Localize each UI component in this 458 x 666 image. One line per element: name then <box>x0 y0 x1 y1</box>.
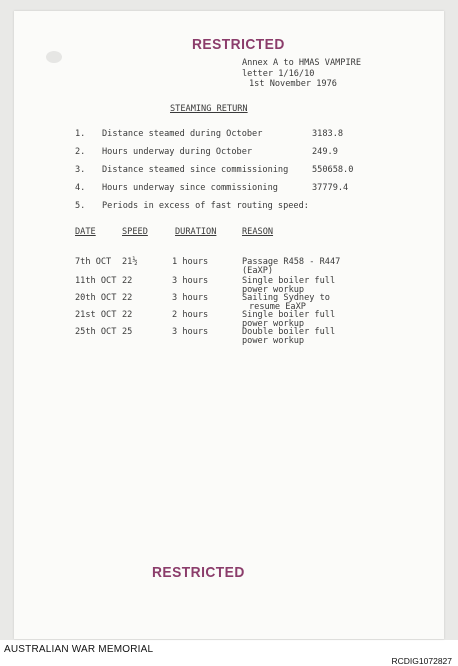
item-label: Distance steamed since commissioning <box>102 165 289 175</box>
cell-duration: 3 hours <box>172 293 209 303</box>
punch-hole-mark <box>46 51 62 63</box>
cell-speed: 22 <box>122 310 133 320</box>
cell-reason-line2: power workup <box>242 319 305 329</box>
cell-speed: 22 <box>122 276 133 286</box>
item-label: Distance steamed during October <box>102 129 263 139</box>
cell-duration: 3 hours <box>172 327 209 337</box>
cell-reason-line2: resume EaXP <box>249 302 306 312</box>
column-header-date: DATE <box>75 227 96 237</box>
cell-reason-line2: (EaXP) <box>242 266 274 276</box>
cell-duration: 3 hours <box>172 276 209 286</box>
cell-speed: 25 <box>122 327 133 337</box>
item-value: 37779.4 <box>312 183 349 193</box>
cell-date: 7th OCT <box>75 257 112 267</box>
item-value: 249.9 <box>312 147 338 157</box>
item-label: Hours underway since commissioning <box>102 183 278 193</box>
item-value: 3183.8 <box>312 129 344 139</box>
item-value: 550658.0 <box>312 165 354 175</box>
annex-line-3: 1st November 1976 <box>249 79 337 89</box>
item-label: Hours underway during October <box>102 147 253 157</box>
cell-reason-line2: power workup <box>242 285 305 295</box>
item-label: Periods in excess of fast routing speed: <box>102 201 309 211</box>
column-header-reason: REASON <box>242 227 274 237</box>
restricted-stamp-top: RESTRICTED <box>192 36 285 53</box>
item-number: 4. <box>75 183 86 193</box>
cell-date: 21st OCT <box>75 310 117 320</box>
annex-line-1: Annex A to HMAS VAMPIRE <box>242 58 361 68</box>
item-number: 2. <box>75 147 86 157</box>
document-title: STEAMING RETURN <box>170 104 248 114</box>
cell-date: 25th OCT <box>75 327 117 337</box>
cell-reason-line1: Single boiler full <box>242 276 336 286</box>
cell-duration: 1 hours <box>172 257 209 267</box>
cell-reason-line2: power workup <box>242 336 305 346</box>
cell-reason-line1: Passage R458 - R447 <box>242 257 341 267</box>
cell-speed: 22 <box>122 293 133 303</box>
cell-date: 11th OCT <box>75 276 117 286</box>
cell-reason-line1: Single boiler full <box>242 310 336 320</box>
column-header-duration: DURATION <box>175 227 217 237</box>
cell-date: 20th OCT <box>75 293 117 303</box>
institution-caption: AUSTRALIAN WAR MEMORIAL <box>4 644 154 655</box>
item-number: 3. <box>75 165 86 175</box>
item-number: 5. <box>75 201 86 211</box>
reference-code: RCDIG1072827 <box>391 656 452 666</box>
cell-reason-line1: Sailing Sydney to <box>242 293 330 303</box>
cell-speed: 21½ <box>122 257 138 267</box>
item-number: 1. <box>75 129 86 139</box>
column-header-speed: SPEED <box>122 227 148 237</box>
cell-reason-line1: Double boiler full <box>242 327 336 337</box>
annex-line-2: letter 1/16/10 <box>242 69 315 79</box>
restricted-stamp-bottom: RESTRICTED <box>152 564 245 581</box>
cell-duration: 2 hours <box>172 310 209 320</box>
